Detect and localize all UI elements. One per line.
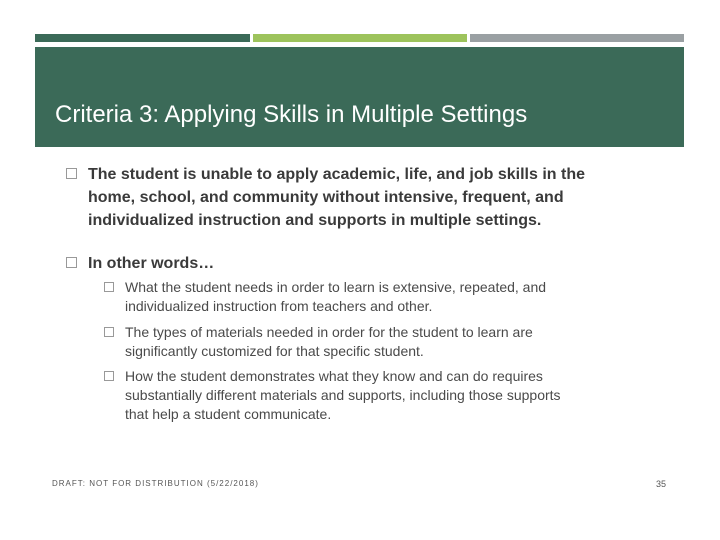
- sub-bullet-text: The types of materials needed in order for the student to learn are significantly customized for that specific student.: [125, 324, 533, 359]
- sub-bullet-text: How the student demonstrates what they know and can do requires substantially different materials and supports, including those supports that help a student communicate.: [125, 368, 561, 422]
- square-bullet-icon: [66, 257, 77, 268]
- top-stripe-gray: [470, 34, 684, 42]
- draft-footer: DRAFT: NOT FOR DISTRIBUTION (5/22/2018): [52, 479, 259, 488]
- bullet-item: [66, 252, 586, 275]
- square-bullet-icon: [104, 327, 114, 337]
- square-bullet-icon: [104, 371, 114, 381]
- sub-bullet-text: What the student needs in order to learn is extensive, repeated, and individualized instruction from teachers and other.: [125, 279, 547, 314]
- title-banner: [35, 47, 684, 147]
- sub-bullet-item: [104, 367, 584, 424]
- top-stripe-light-green: [253, 34, 467, 42]
- slide-title: Criteria 3: Applying Skills in Multiple Settings: [55, 101, 528, 128]
- bullet-text: The student is unable to apply academic, life, and job skills in the home, school, and community without intensive, frequent, and individualized instruction and supports in multiple settings.: [88, 166, 585, 229]
- sub-bullet-item: [104, 323, 584, 361]
- square-bullet-icon: [104, 282, 114, 292]
- square-bullet-icon: [66, 168, 77, 179]
- bullet-item: [66, 163, 586, 232]
- bullet-text: In other words…: [88, 255, 215, 272]
- page-number: 35: [656, 479, 667, 489]
- sub-bullet-item: [104, 278, 584, 316]
- top-stripe-dark-green: [35, 34, 250, 42]
